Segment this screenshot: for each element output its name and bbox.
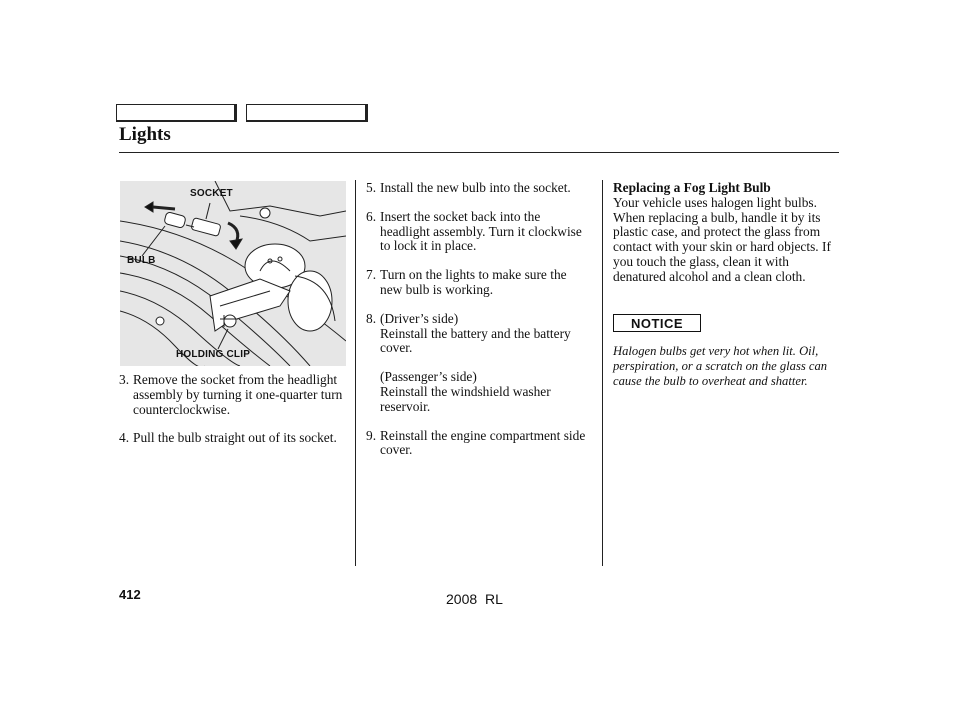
footer-model: 2008 RL	[446, 591, 503, 607]
step-text: Pull the bulb straight out of its socket.	[133, 430, 337, 446]
page-number: 412	[119, 587, 141, 602]
section-body: Your vehicle uses halogen light bulbs. When replacing a bulb, handle it by its plastic case, and protect the glass from contact with your skin or hard objects. If you touch the glass, clean it with denatured alcohol and a clean cloth.	[613, 194, 831, 284]
step-text: Remove the socket from the headlight assembly by turning it one-quarter turn counterclockwise.	[133, 372, 343, 417]
holding-clip-label: HOLDING CLIP	[176, 349, 251, 360]
notice-text: Halogen bulbs get very hot when lit. Oil, perspiration, or a scratch on the glass can cause the bulb to overheat and shatter.	[613, 344, 828, 388]
step-3	[119, 373, 351, 417]
step-text: Insert the socket back into the headlight assembly. Turn it clockwise to lock it in place.	[380, 208, 582, 254]
step-6	[366, 210, 592, 254]
bulb-label: BULB	[127, 255, 156, 266]
step-5	[366, 181, 592, 196]
notice-badge: NOTICE	[613, 314, 701, 332]
step-text: Reinstall the engine compartment side cover.	[380, 427, 586, 458]
right-column	[613, 181, 843, 285]
middle-column	[366, 181, 592, 458]
step-7	[366, 268, 592, 298]
engine-bay-drawing	[120, 181, 346, 366]
step-4	[119, 431, 351, 446]
step-8-drivers-instruction: Reinstall the battery and the battery cover.	[380, 325, 571, 356]
socket-label: SOCKET	[190, 188, 233, 199]
nav-tab-2[interactable]	[246, 104, 368, 122]
column-divider-2	[602, 180, 603, 566]
step-number: 5.	[366, 180, 377, 195]
step-number: 9.	[366, 427, 377, 443]
column-divider-1	[355, 180, 356, 566]
step-number: 7.	[366, 267, 377, 283]
step-9	[366, 429, 592, 459]
left-column	[119, 373, 351, 446]
step-number: 8.	[366, 310, 377, 326]
page-title: Lights	[119, 124, 171, 145]
step-number: 4.	[119, 430, 130, 446]
step-8-passengers-side: (Passenger’s side)	[380, 369, 477, 385]
step-8-drivers-side: (Driver’s side)	[380, 310, 459, 326]
step-text: Install the new bulb into the socket.	[380, 180, 571, 195]
step-8-passengers-instruction: Reinstall the windshield washer reservoir.	[380, 383, 551, 414]
section-heading: Replacing a Fog Light Bulb	[613, 180, 771, 195]
title-rule	[119, 152, 839, 153]
step-text: Turn on the lights to make sure the new bulb is working.	[380, 267, 567, 297]
step-number: 6.	[366, 208, 377, 224]
fog-light-illustration	[120, 181, 346, 366]
step-number: 3.	[119, 372, 130, 387]
step-8	[366, 312, 592, 415]
nav-tab-1[interactable]	[116, 104, 237, 122]
